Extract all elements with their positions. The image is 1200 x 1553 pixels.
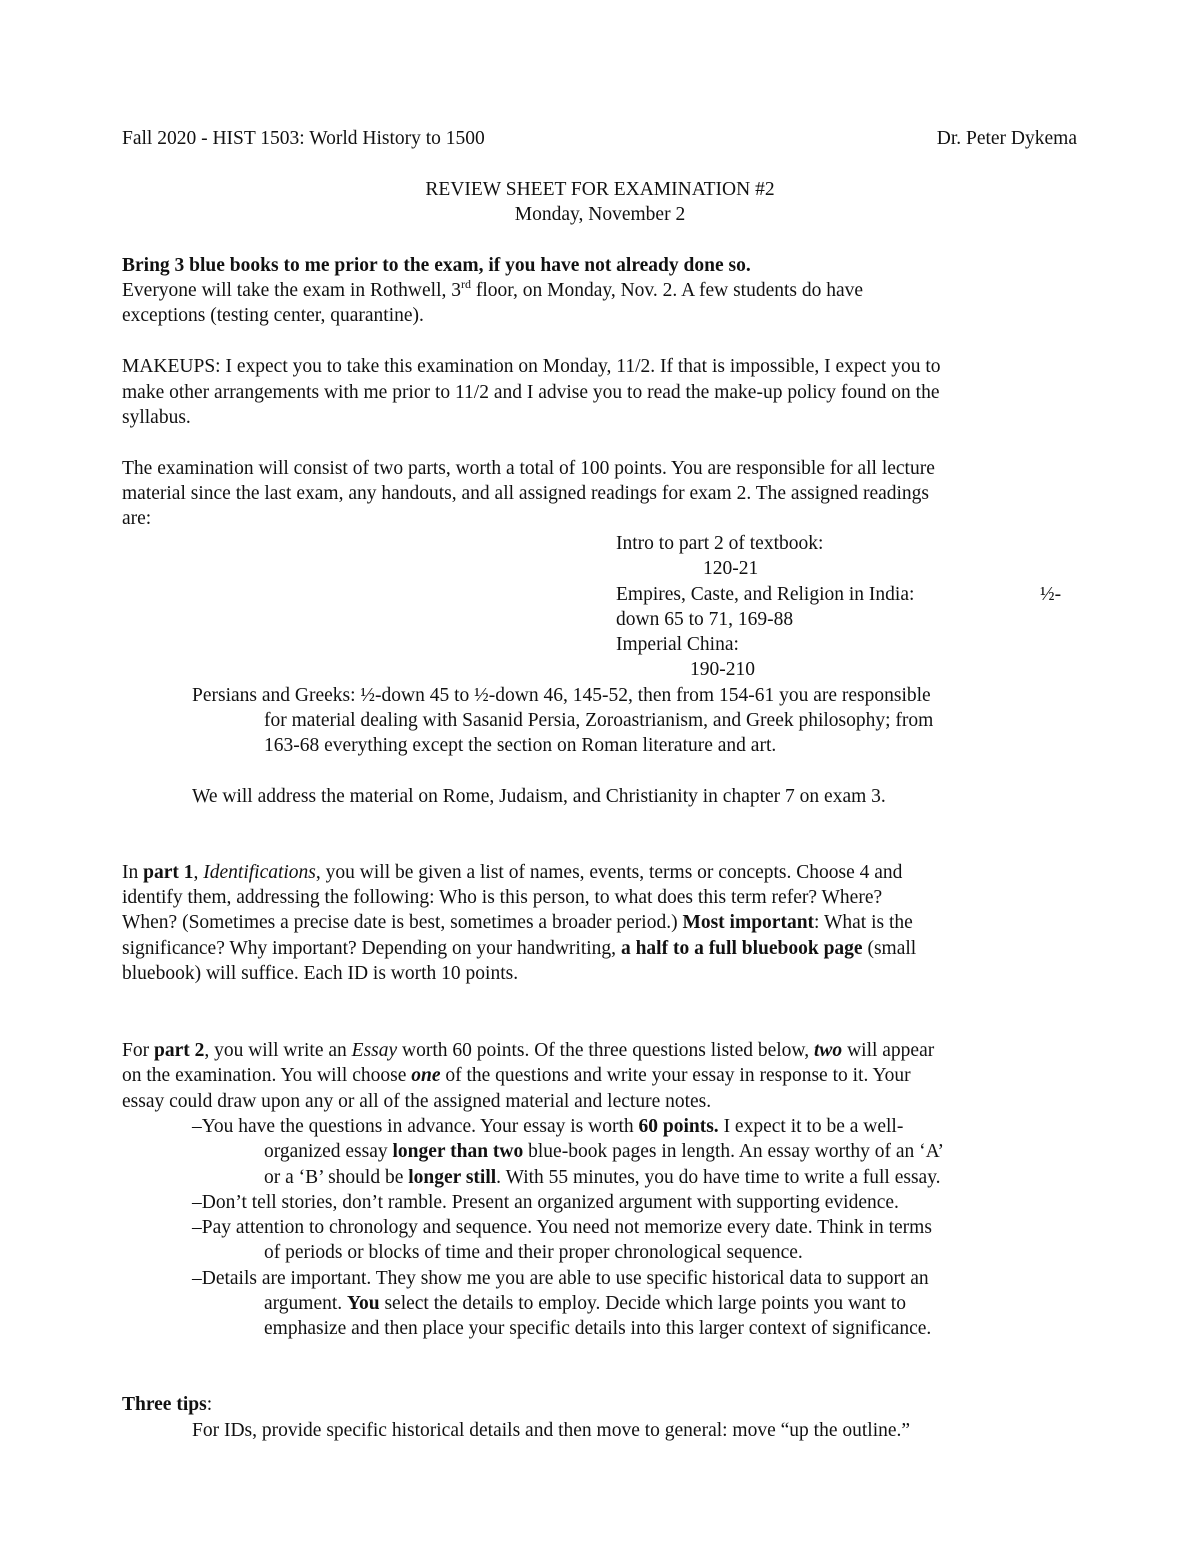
essay-bullet-2: –Don’t tell stories, don’t ramble. Present an organized argument with supporting evidence. xyxy=(192,1192,899,1213)
makeups-line-1: MAKEUPS: I expect you to take this examination on Monday, 11/2. If that is impossible, I expect you to xyxy=(122,356,941,377)
exam-date: Monday, November 2 xyxy=(514,204,686,225)
reading-india-half: ½- xyxy=(1040,584,1062,605)
reading-china-pages: 190-210 xyxy=(690,659,755,680)
reading-china: Imperial China: xyxy=(616,634,739,655)
instructor-name: Dr. Peter Dykema xyxy=(936,128,1077,149)
reading-india-pages: down 65 to 71, 169-88 xyxy=(616,609,794,630)
essay-bullet-4-line-2: argument. You select the details to employ. Decide which large points you want to xyxy=(264,1293,906,1314)
makeups-line-2: make other arrangements with me prior to 11/2 and I advise you to read the make-up policy found on the xyxy=(122,382,940,403)
essay-bullet-1-line-2: organized essay longer than two blue-book pages in length. An essay worthy of an ‘A’ xyxy=(264,1141,945,1162)
reading-persians-line-2: for material dealing with Sasanid Persia, Zoroastrianism, and Greek philosophy; from xyxy=(264,710,934,731)
exam-intro-line-2: material since the last exam, any handouts, and all assigned readings for exam 2. The assigned readings xyxy=(122,483,930,504)
makeups-line-3: syllabus. xyxy=(122,407,191,428)
part2-line-1: For part 2, you will write an Essay worth 60 points. Of the three questions listed below, two will appear xyxy=(122,1040,935,1061)
rome-note: We will address the material on Rome, Judaism, and Christianity in chapter 7 on exam 3. xyxy=(192,786,886,807)
exam-location-line-2: exceptions (testing center, quarantine). xyxy=(122,305,424,326)
essay-bullet-1-line-3: or a ‘B’ should be longer still. With 55 minutes, you do have time to write a full essay. xyxy=(264,1167,941,1188)
part1-line-3: When? (Sometimes a precise date is best, sometimes a broader period.) Most important: What is the xyxy=(122,912,913,933)
essay-bullet-1-line-1: –You have the questions in advance. Your essay is worth 60 points. I expect it to be a well- xyxy=(192,1116,904,1137)
course-header: Fall 2020 - HIST 1503: World History to 1500 xyxy=(122,128,485,149)
part1-line-4: significance? Why important? Depending on your handwriting, a half to a full bluebook page (small xyxy=(122,938,917,959)
exam-intro-line-3: are: xyxy=(122,508,152,529)
reading-persians-line-1: Persians and Greeks: ½-down 45 to ½-down 46, 145-52, then from 154-61 you are responsible xyxy=(192,685,931,706)
essay-bullet-4-line-1: –Details are important. They show me you are able to use specific historical data to support an xyxy=(192,1268,929,1289)
exam-intro-line-1: The examination will consist of two parts, worth a total of 100 points. You are responsible for all lecture xyxy=(122,458,935,479)
tips-heading: Three tips: xyxy=(122,1394,213,1415)
exam-location-line-1: Everyone will take the exam in Rothwell, 3rd floor, on Monday, Nov. 2. A few students do have xyxy=(122,277,864,301)
page-title: REVIEW SHEET FOR EXAMINATION #2 xyxy=(425,179,775,200)
essay-bullet-4-line-3: emphasize and then place your specific details into this larger context of significance. xyxy=(264,1318,932,1339)
part1-line-5: bluebook) will suffice. Each ID is worth 10 points. xyxy=(122,963,519,984)
part1-line-1: In part 1, Identifications, you will be given a list of names, events, terms or concepts. Choose 4 and xyxy=(122,862,903,883)
tip-1: For IDs, provide specific historical details and then move to general: move “up the outline.” xyxy=(192,1420,911,1441)
part1-line-2: identify them, addressing the following: Who is this person, to what does this term refer? Where? xyxy=(122,887,883,908)
reading-textbook-intro: Intro to part 2 of textbook: xyxy=(616,533,824,554)
part2-line-2: on the examination. You will choose one of the questions and write your essay in response to it. Your xyxy=(122,1065,911,1086)
part2-line-3: essay could draw upon any or all of the assigned material and lecture notes. xyxy=(122,1091,712,1112)
essay-bullet-3-line-1: –Pay attention to chronology and sequence. You need not memorize every date. Think in terms xyxy=(192,1217,932,1238)
reading-persians-line-3: 163-68 everything except the section on Roman literature and art. xyxy=(264,735,777,756)
blue-books-notice: Bring 3 blue books to me prior to the exam, if you have not already done so. xyxy=(122,255,751,276)
reading-india: Empires, Caste, and Religion in India: xyxy=(616,584,915,605)
essay-bullet-3-line-2: of periods or blocks of time and their proper chronological sequence. xyxy=(264,1242,803,1263)
reading-textbook-pages: 120-21 xyxy=(703,558,759,579)
